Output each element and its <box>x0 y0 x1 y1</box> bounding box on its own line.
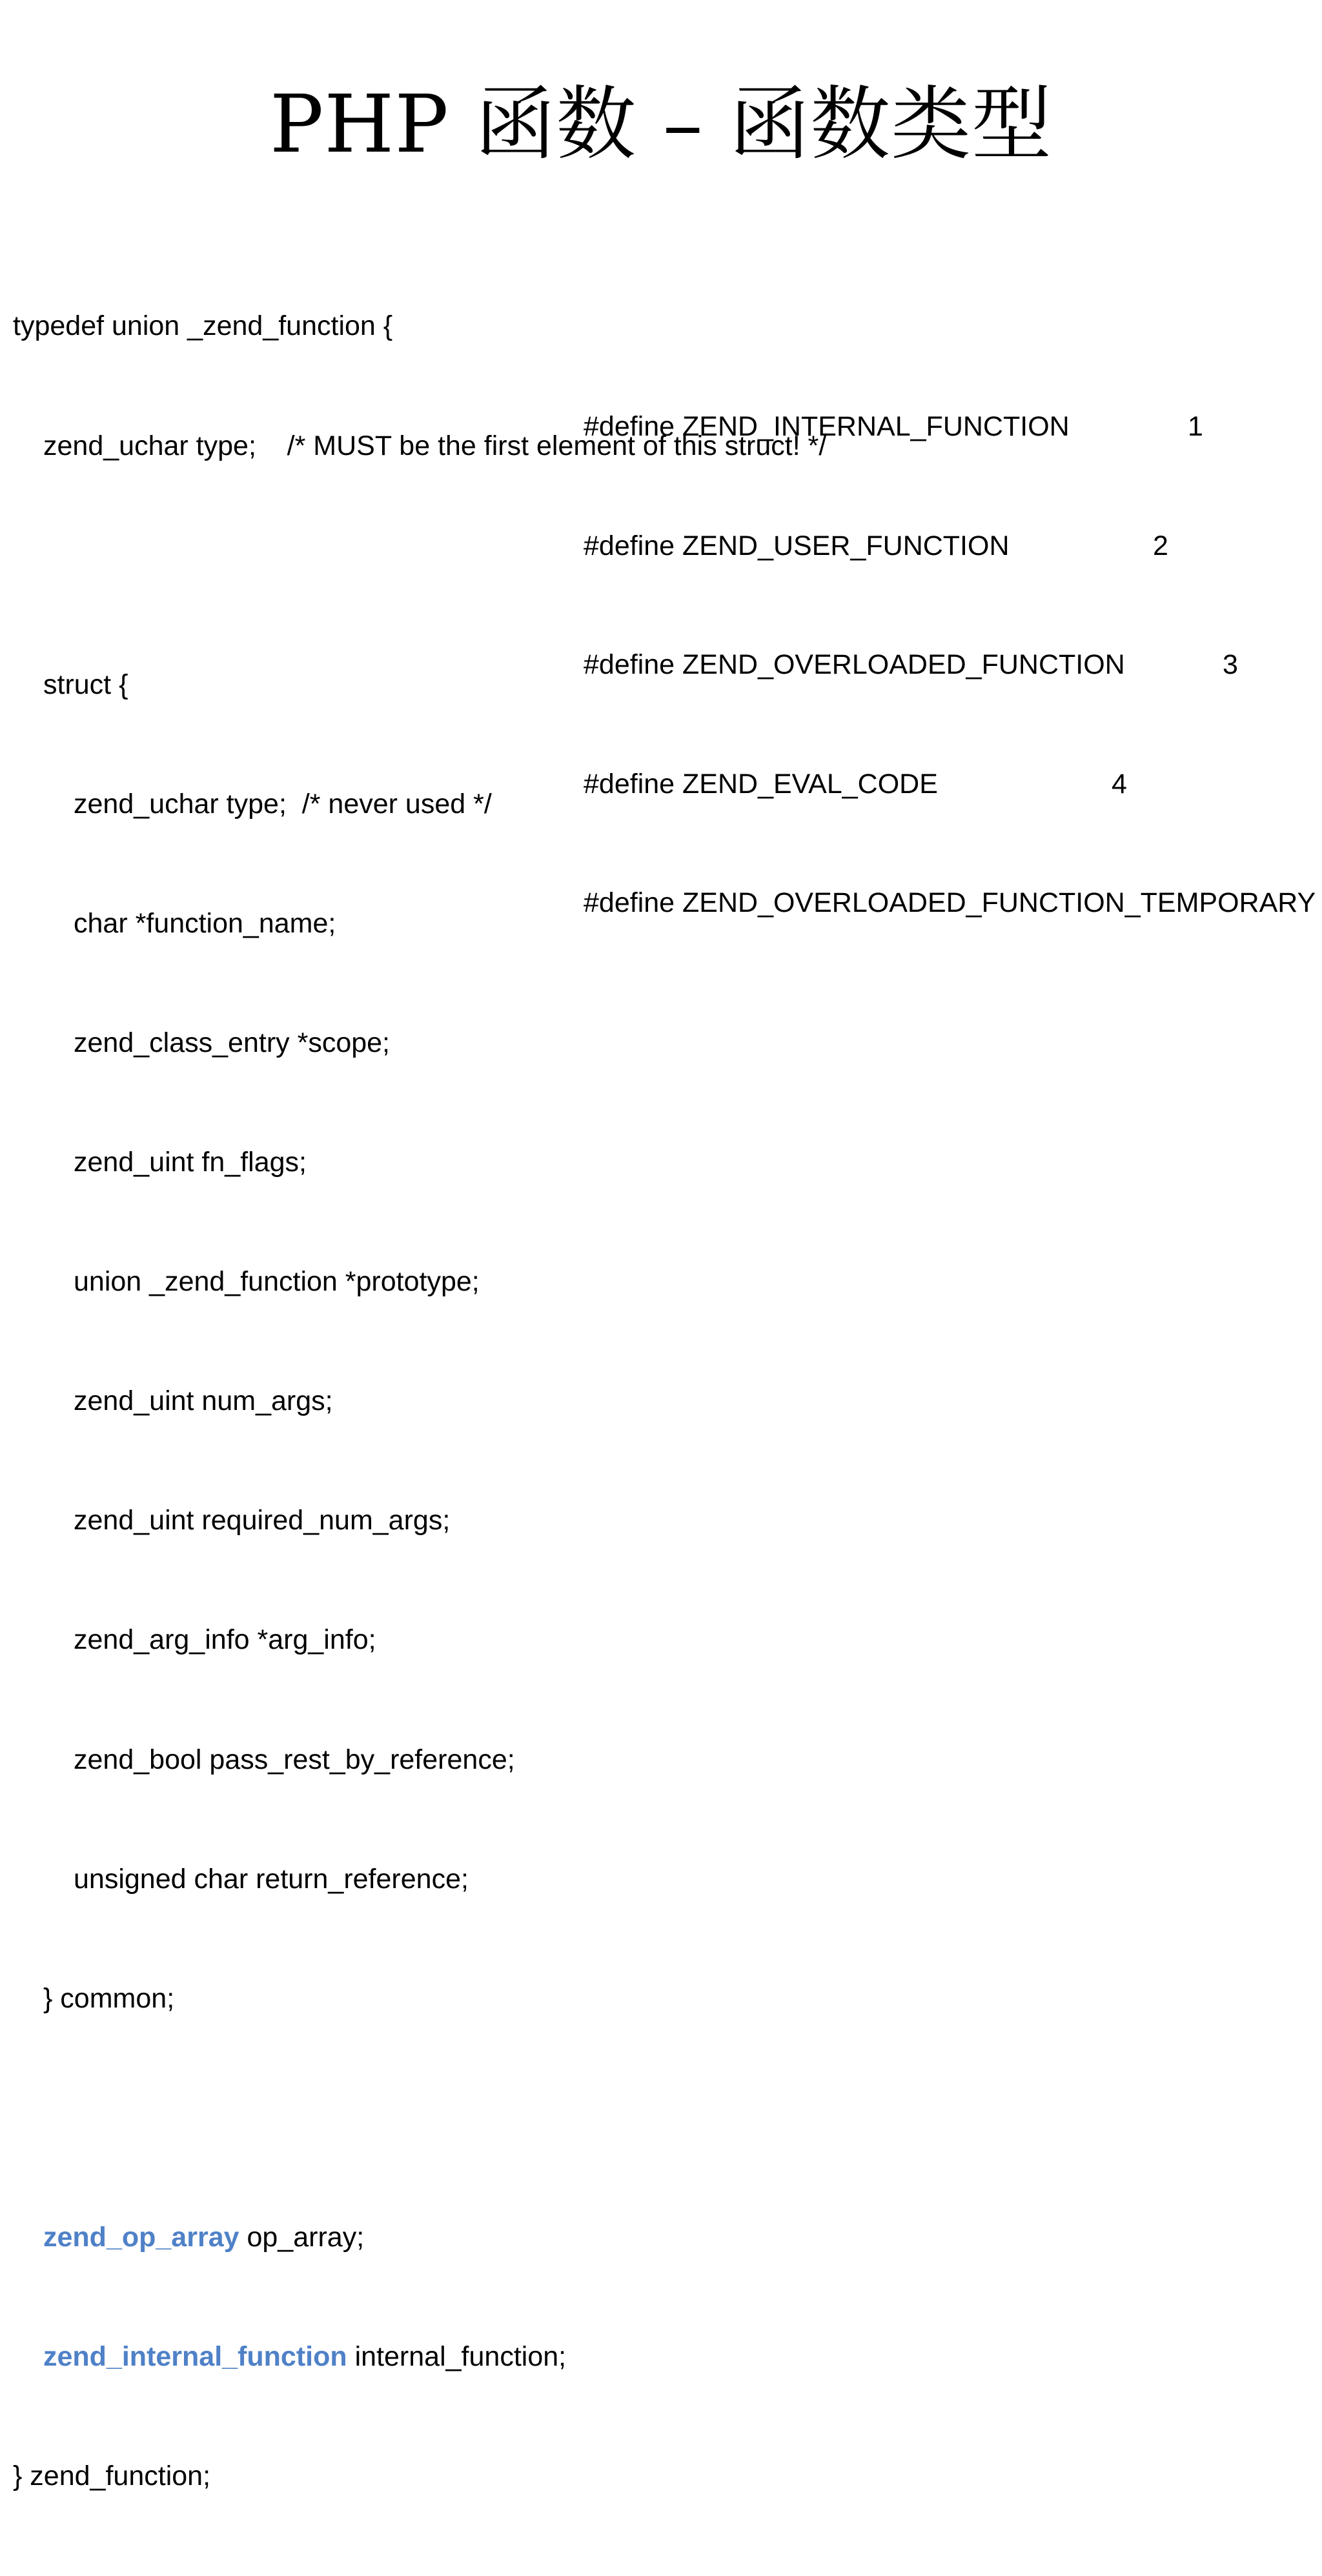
code-line <box>13 2098 826 2138</box>
type-name: zend_op_array <box>43 2221 239 2253</box>
code-text: union _zend_function *prototype; <box>74 1266 480 1298</box>
code-text: zend_uint fn_flags; <box>74 1147 307 1178</box>
union-code-block <box>13 227 826 2576</box>
code-text: internal_function; <box>347 2341 567 2372</box>
define-name: #define ZEND_INTERNAL_FUNCTION <box>584 411 1070 442</box>
code-text: zend_uchar type; /* MUST be the first element of this struct! */ <box>43 430 827 461</box>
code-text: zend_bool pass_rest_by_reference; <box>74 1744 515 1775</box>
code-line <box>13 307 826 347</box>
define-row <box>584 407 1203 447</box>
define-name: #define ZEND_OVERLOADED_FUNCTION <box>584 649 1125 680</box>
define-row <box>584 883 1316 923</box>
code-text: op_array; <box>239 2221 365 2253</box>
define-value: 1 <box>1188 411 1203 442</box>
code-line <box>13 1501 826 1541</box>
code-text: zend_uint num_args; <box>74 1385 333 1417</box>
define-row <box>584 527 1168 567</box>
code-line <box>13 1262 826 1302</box>
code-line <box>13 1620 826 1660</box>
define-row <box>584 645 1238 685</box>
code-line <box>13 2218 826 2258</box>
slide-title: PHP 函数 – 函数类型 <box>269 78 1053 171</box>
code-text: zend_arg_info *arg_info; <box>74 1624 376 1656</box>
define-name: #define ZEND_USER_FUNCTION <box>584 530 1010 561</box>
code-text: unsigned char return_reference; <box>74 1863 469 1895</box>
define-value: 4 <box>1112 768 1127 800</box>
code-line <box>13 1023 826 1063</box>
code-text: zend_uchar type; /* never used */ <box>74 788 492 820</box>
define-constants-block <box>584 328 1316 1003</box>
define-name: #define ZEND_EVAL_CODE <box>584 768 938 800</box>
define-row <box>584 765 1127 805</box>
define-value: 2 <box>1153 530 1168 561</box>
code-text: char *function_name; <box>74 907 336 939</box>
code-text: zend_class_entry *scope; <box>74 1027 391 1058</box>
code-line <box>13 1860 826 1900</box>
define-name: #define ZEND_OVERLOADED_FUNCTION_TEMPORARY <box>584 887 1316 918</box>
code-line <box>13 1740 826 1780</box>
code-line <box>13 1143 826 1183</box>
code-line <box>13 1979 826 2019</box>
code-line <box>13 2457 826 2497</box>
code-text: struct { <box>43 669 128 700</box>
type-name: zend_internal_function <box>43 2341 347 2372</box>
code-line <box>13 1382 826 1422</box>
code-text: zend_uint required_num_args; <box>74 1505 451 1536</box>
code-text: } common; <box>43 1982 175 2014</box>
define-value: 3 <box>1223 649 1238 680</box>
code-text: } zend_function; <box>13 2460 211 2492</box>
code-text: typedef union _zend_function { <box>13 310 393 342</box>
code-line <box>13 2337 826 2377</box>
